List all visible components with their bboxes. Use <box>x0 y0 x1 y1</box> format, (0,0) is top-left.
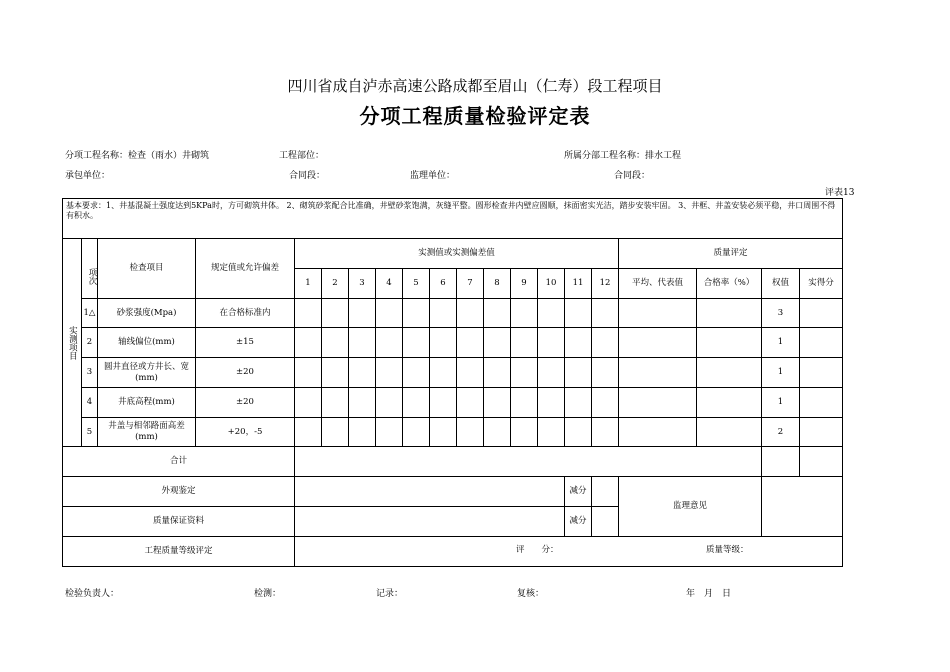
col-header-avg: 平均、代表值 <box>619 269 697 299</box>
total-label: 合计 <box>63 447 295 477</box>
row-spec: ±15 <box>196 328 295 358</box>
row-no: 2 <box>82 328 98 358</box>
appearance-label: 外观鉴定 <box>63 477 295 507</box>
contractor: 承包单位： <box>65 171 111 181</box>
table-row <box>63 418 843 447</box>
row-no: 5 <box>82 418 98 447</box>
row-weight: 3 <box>762 299 800 328</box>
row-weight: 1 <box>762 328 800 358</box>
supervision-unit: 监理单位： <box>410 171 456 181</box>
col-header-measured: 实测值或实测偏差值 <box>295 239 619 269</box>
table-row <box>63 388 843 418</box>
row-item: 井盖与相邻路面高差(mm) <box>98 418 196 447</box>
basic-requirements: 基本要求：1、井基混凝土强度达到5KPa时，方可砌筑井体。 2、砌筑砂浆配合比准确，井壁砂浆饱满，灰缝平整。圆形检查井内壁应圆顺，抹面密实光洁，踏步安装牢固。 3、井框、井盖安装必须平稳，井口周围不得有积水。 <box>63 199 843 239</box>
measure-col-header: 1 <box>295 269 322 299</box>
measure-col-header: 3 <box>349 269 376 299</box>
row-item: 圆井直径或方井长、宽(mm) <box>98 358 196 388</box>
supervision-label: 监理意见 <box>619 477 762 537</box>
form-number: 评表13 <box>825 188 855 198</box>
recorder-label: 记录： <box>376 589 404 599</box>
row-spec: ±20 <box>196 358 295 388</box>
col-header-quality: 质量评定 <box>619 239 843 269</box>
row-item: 井底高程(mm) <box>98 388 196 418</box>
col-header-no: 项次 <box>82 239 98 299</box>
col-header-pass-rate: 合格率（%） <box>697 269 762 299</box>
deduct-label: 减分 <box>565 477 592 507</box>
contract-section-2: 合同段： <box>614 171 651 181</box>
col-header-spec: 规定值或允许偏差 <box>196 239 295 299</box>
section-label: 实测项目 <box>63 239 82 447</box>
quality-level-label: 质量等级： <box>706 545 749 555</box>
measure-col-header: 4 <box>376 269 403 299</box>
row-item: 砂浆强度(Mpa) <box>98 299 196 328</box>
parent-item: 所属分部工程名称：排水工程 <box>564 151 682 161</box>
measure-col-header: 5 <box>403 269 430 299</box>
project-title: 四川省成自泸赤高速公路成都至眉山（仁寿）段工程项目 <box>287 77 663 95</box>
tester-label: 检测： <box>254 589 282 599</box>
inspector-label: 检验负责人： <box>65 589 120 599</box>
score-label: 评 分： <box>516 545 559 555</box>
measure-col-header: 9 <box>511 269 538 299</box>
row-spec: 在合格标准内 <box>196 299 295 328</box>
row-spec: ±20 <box>196 388 295 418</box>
row-no: 1△ <box>82 299 98 328</box>
col-header-weight: 权值 <box>762 269 800 299</box>
col-header-score: 实得分 <box>800 269 843 299</box>
project-location: 工程部位： <box>279 151 325 161</box>
table-row <box>63 358 843 388</box>
row-no: 3 <box>82 358 98 388</box>
inspection-table <box>62 198 843 567</box>
date-label: 年 月 日 <box>686 589 732 599</box>
measure-col-header: 11 <box>565 269 592 299</box>
table-row <box>63 328 843 358</box>
measure-col-header: 12 <box>592 269 619 299</box>
row-weight: 2 <box>762 418 800 447</box>
measure-col-header: 7 <box>457 269 484 299</box>
measure-col-header: 2 <box>322 269 349 299</box>
row-spec: +20，-5 <box>196 418 295 447</box>
measure-col-header: 8 <box>484 269 511 299</box>
measure-col-header: 10 <box>538 269 565 299</box>
row-weight: 1 <box>762 358 800 388</box>
col-header-item: 检查项目 <box>98 239 196 299</box>
reviewer-label: 复核： <box>517 589 545 599</box>
quality-doc-label: 质量保证资料 <box>63 507 295 537</box>
total-row <box>63 447 843 477</box>
deduct-label: 减分 <box>565 507 592 537</box>
contract-section-1: 合同段： <box>289 171 326 181</box>
row-item: 轴线偏位(mm) <box>98 328 196 358</box>
grade-label: 工程质量等级评定 <box>63 537 295 567</box>
form-title: 分项工程质量检验评定表 <box>359 104 591 128</box>
row-no: 4 <box>82 388 98 418</box>
table-row <box>63 299 843 328</box>
subitem-name: 分项工程名称：检查（雨水）井砌筑 <box>65 151 210 161</box>
row-weight: 1 <box>762 388 800 418</box>
measure-col-header: 6 <box>430 269 457 299</box>
